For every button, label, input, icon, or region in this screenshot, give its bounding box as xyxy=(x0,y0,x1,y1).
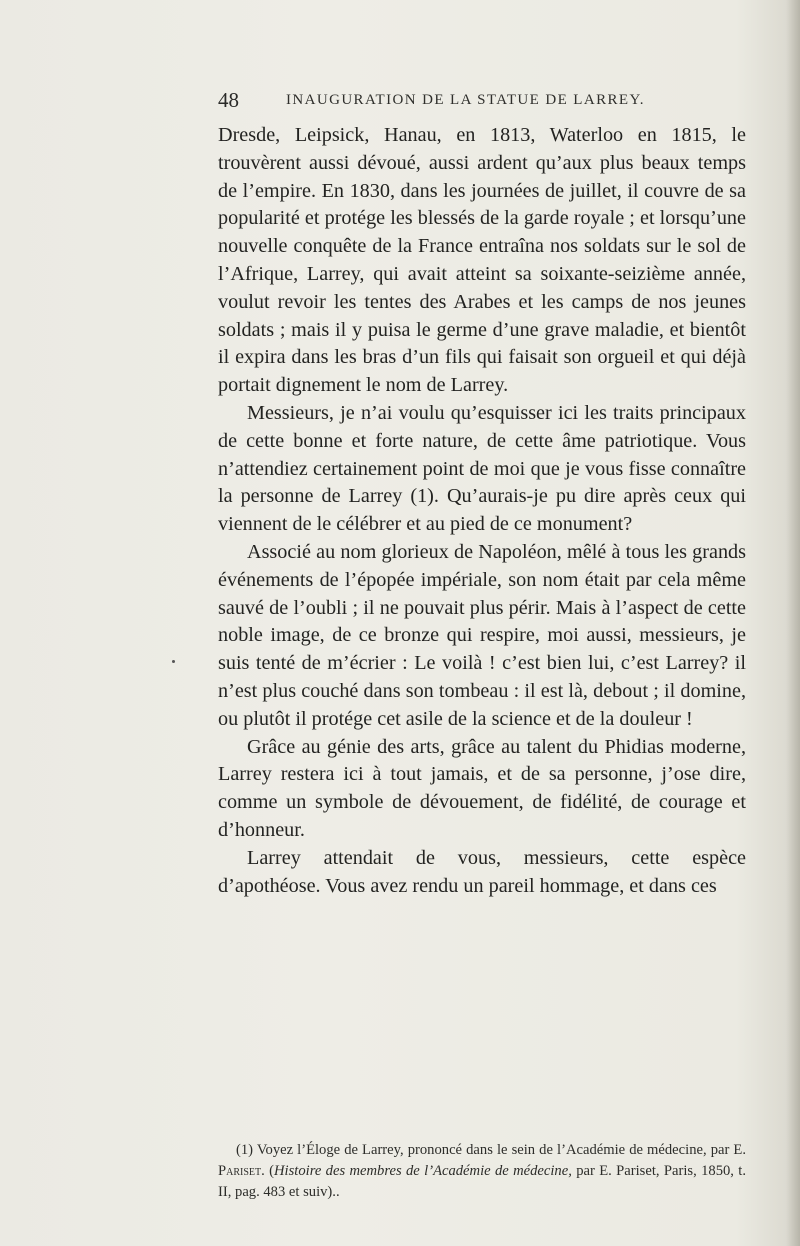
paragraph: Dresde, Leipsick, Hanau, en 1813, Waterloo en 1815, le trouvèrent aussi dévoué, aussi ardent qu’aux plus beaux temps de l’empire. En 1830, dans les journées de juillet, il couvre de sa popularité et protége les blessés de la garde royale ; et lorsqu’une nouvelle conquête de la France entraîna nos soldats sur le sol de l’Afrique, Larrey, qui avait atteint sa soixante-seizième année, voulut revoir les tentes des Arabes et les camps de nos jeunes soldats ; mais il y puisa le germe d’une grave maladie, et bientôt il expira dans les bras d’un fils qui faisait son orgueil et qui déjà portait dignement le nom de Larrey. xyxy=(218,124,746,397)
footnote-marker: (1) xyxy=(236,1142,254,1158)
page-number: 48 xyxy=(218,88,239,112)
footnote-title: Histoire des membres de l’Académie de médecine, xyxy=(274,1163,572,1179)
footnote xyxy=(218,1140,746,1203)
paragraph: Larrey attendait de vous, messieurs, cette espèce d’apothéose. Vous avez rendu un pareil hommage, et dans ces xyxy=(218,846,746,897)
page-edge-shadow xyxy=(786,0,800,1246)
running-head: INAUGURATION DE LA STATUE DE LARREY. xyxy=(286,92,645,108)
paragraph: Associé au nom glorieux de Napoléon, mêlé à tous les grands événements de l’épopée impériale, son nom était par cela même sauvé de l’oubli ; il ne pouvait plus périr. Mais à l’aspect de cette noble image, de ce bronze qui respire, moi aussi, messieurs, je suis tenté de m’écrier : Le voilà ! c’est bien lui, c’est Larrey? il n’est plus couché dans son tombeau : il est là, debout ; il domine, ou plutôt il protége cet asile de la science et de la douleur ! xyxy=(218,540,746,730)
footnote-citation: par E. Pariset, Paris, 1850, t. II, pag. 483 et suiv).. xyxy=(218,1163,747,1200)
footnote-text: Voyez l’Éloge de Larrey, prononcé dans le sein de l’Académie de médecine, par E. xyxy=(256,1142,746,1158)
footnote-author: Pariset. xyxy=(218,1163,265,1179)
footnote-paragraph xyxy=(218,1140,746,1203)
footnote-open-paren: ( xyxy=(269,1163,275,1179)
paragraph: Grâce au génie des arts, grâce au talent du Phidias moderne, Larrey restera ici à tout jamais, et de sa personne, j’ose dire, comme un symbole de dévouement, de fidélité, de courage et d’honneur. xyxy=(218,735,746,841)
body-text xyxy=(218,122,746,900)
page-header xyxy=(218,88,738,118)
ink-speck xyxy=(172,660,175,663)
paragraph: Messieurs, je n’ai voulu qu’esquisser ici les traits principaux de cette bonne et forte nature, de cette âme patriotique. Vous n’attendiez certainement point de moi que je vous fisse connaître la personne de Larrey (1). Qu’aurais-je pu dire après ceux qui viennent de le célébrer et au pied de ce monument? xyxy=(218,401,746,536)
